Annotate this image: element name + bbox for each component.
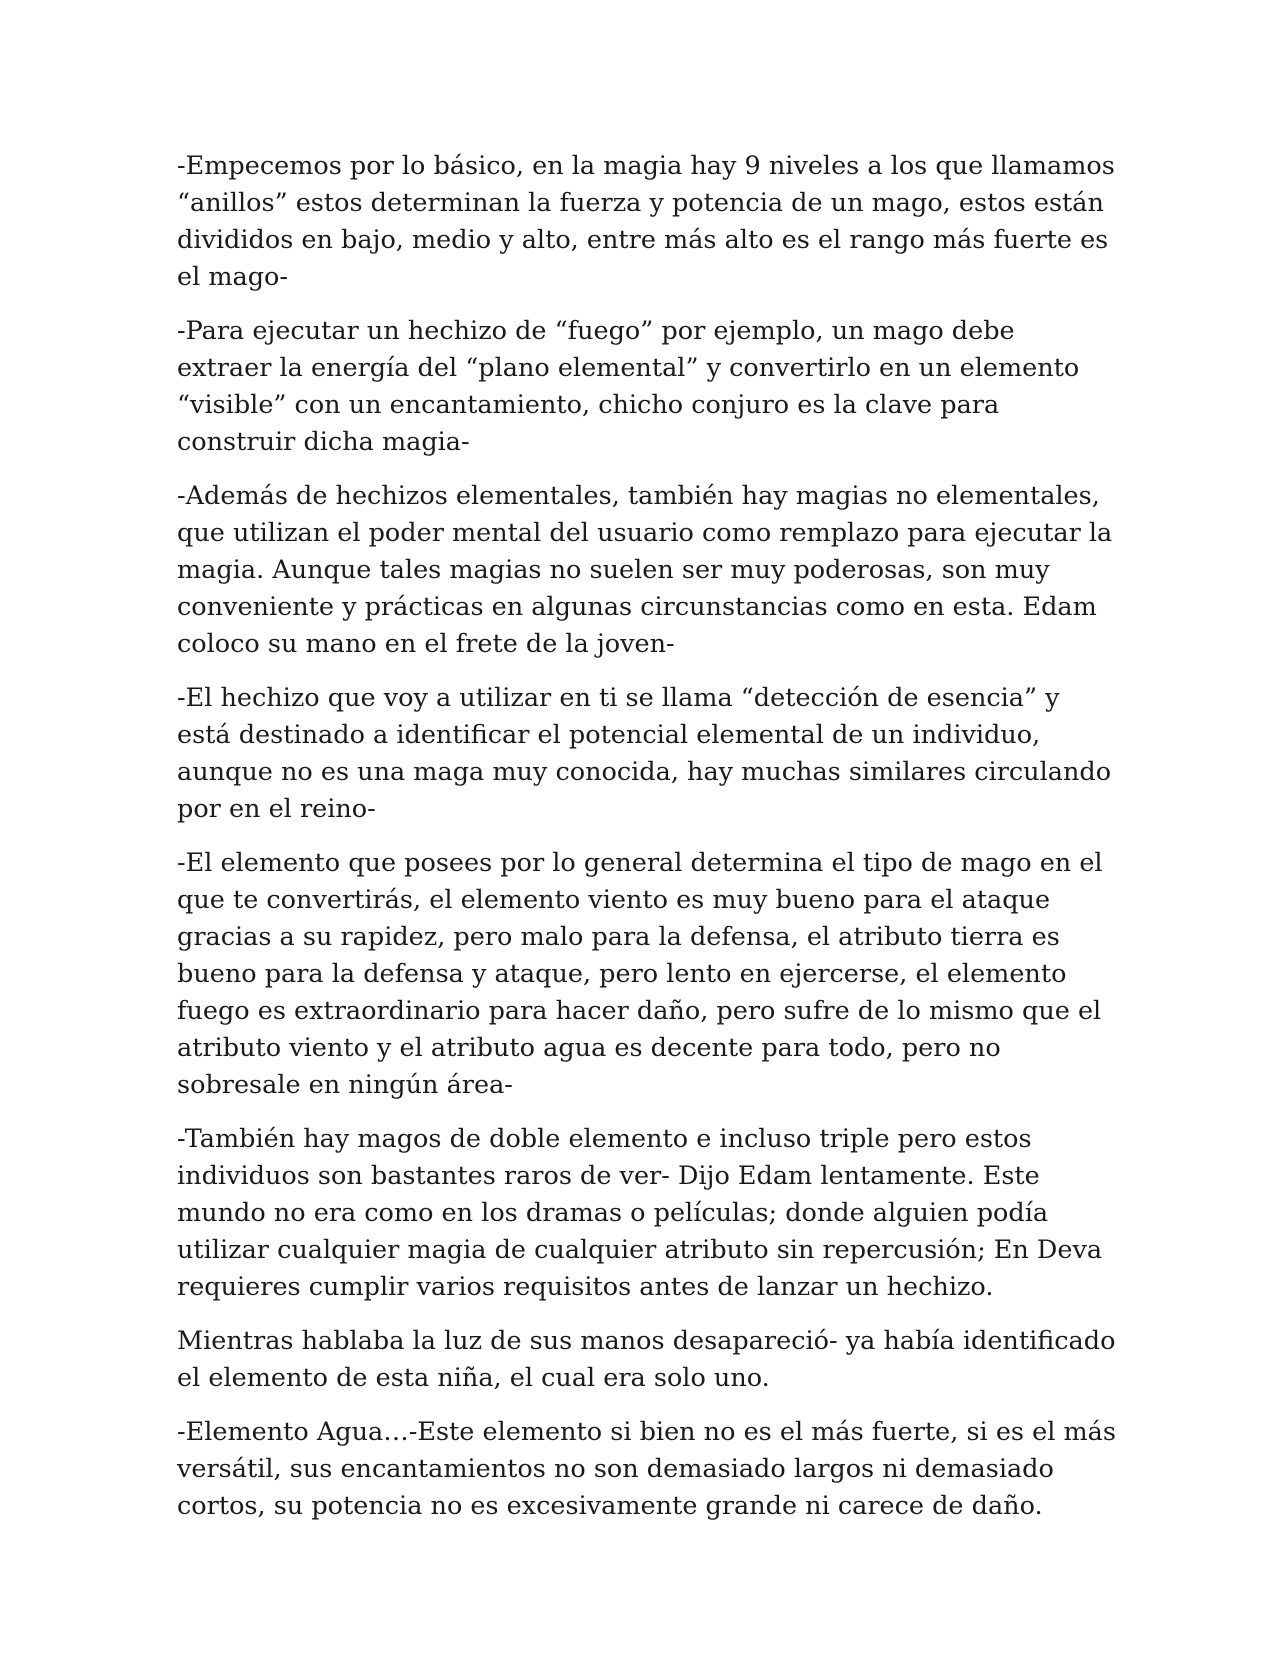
paragraph-5: -El elemento que posees por lo general determina el tipo de mago en el que te convertirás, el elemento viento es muy bueno para el ataque gracias a su rapidez, pero malo para la defensa, el atributo tierra es bueno para la defensa y ataque, pero lento en ejercerse, el elemento fuego es extraordinario para hacer daño, pero sufre de lo mismo que el atributo viento y el atributo agua es decente para todo, pero no sobresale en ningún área- [177, 848, 1103, 1100]
document-body [177, 148, 1117, 1542]
paragraph-3: -Además de hechizos elementales, también hay magias no elementales, que utilizan el poder mental del usuario como remplazo para ejecutar la magia. Aunque tales magias no suelen ser muy poderosas, son muy conveniente y prácticas en algunas circunstancias como en esta. Edam coloco su mano en el frete de la joven- [177, 481, 1113, 659]
paragraph-7: Mientras hablaba la luz de sus manos desapareció- ya había identificado el elemento de esta niña, el cual era solo uno. [177, 1326, 1116, 1393]
paragraph-4: -El hechizo que voy a utilizar en ti se llama “detección de esencia” y está destinado a identificar el potencial elemental de un individuo, aunque no es una maga muy conocida, hay muchas similares circulando por en el reino- [177, 683, 1112, 824]
paragraph-1: -Empecemos por lo básico, en la magia hay 9 niveles a los que llamamos “anillos” estos determinan la fuerza y potencia de un mago, estos están divididos en bajo, medio y alto, entre más alto es el rango más fuerte es el mago- [177, 151, 1115, 292]
paragraph-2: -Para ejecutar un hechizo de “fuego” por ejemplo, un mago debe extraer la energía del “plano elemental” y convertirlo en un elemento “visible” con un encantamiento, chicho conjuro es la clave para construir dicha magia- [177, 316, 1080, 457]
paragraph-6: -También hay magos de doble elemento e incluso triple pero estos individuos son bastantes raros de ver- Dijo Edam lentamente. Este mundo no era como en los dramas o películas; donde alguien podía utilizar cualquier magia de cualquier atributo sin repercusión; En Deva requieres cumplir varios requisitos antes de lanzar un hechizo. [177, 1124, 1103, 1302]
paragraph-8: -Elemento Agua…-Este elemento si bien no es el más fuerte, si es el más versátil, sus encantamientos no son demasiado largos ni demasiado cortos, su potencia no es excesivamente grande ni carece de daño. [177, 1417, 1116, 1521]
